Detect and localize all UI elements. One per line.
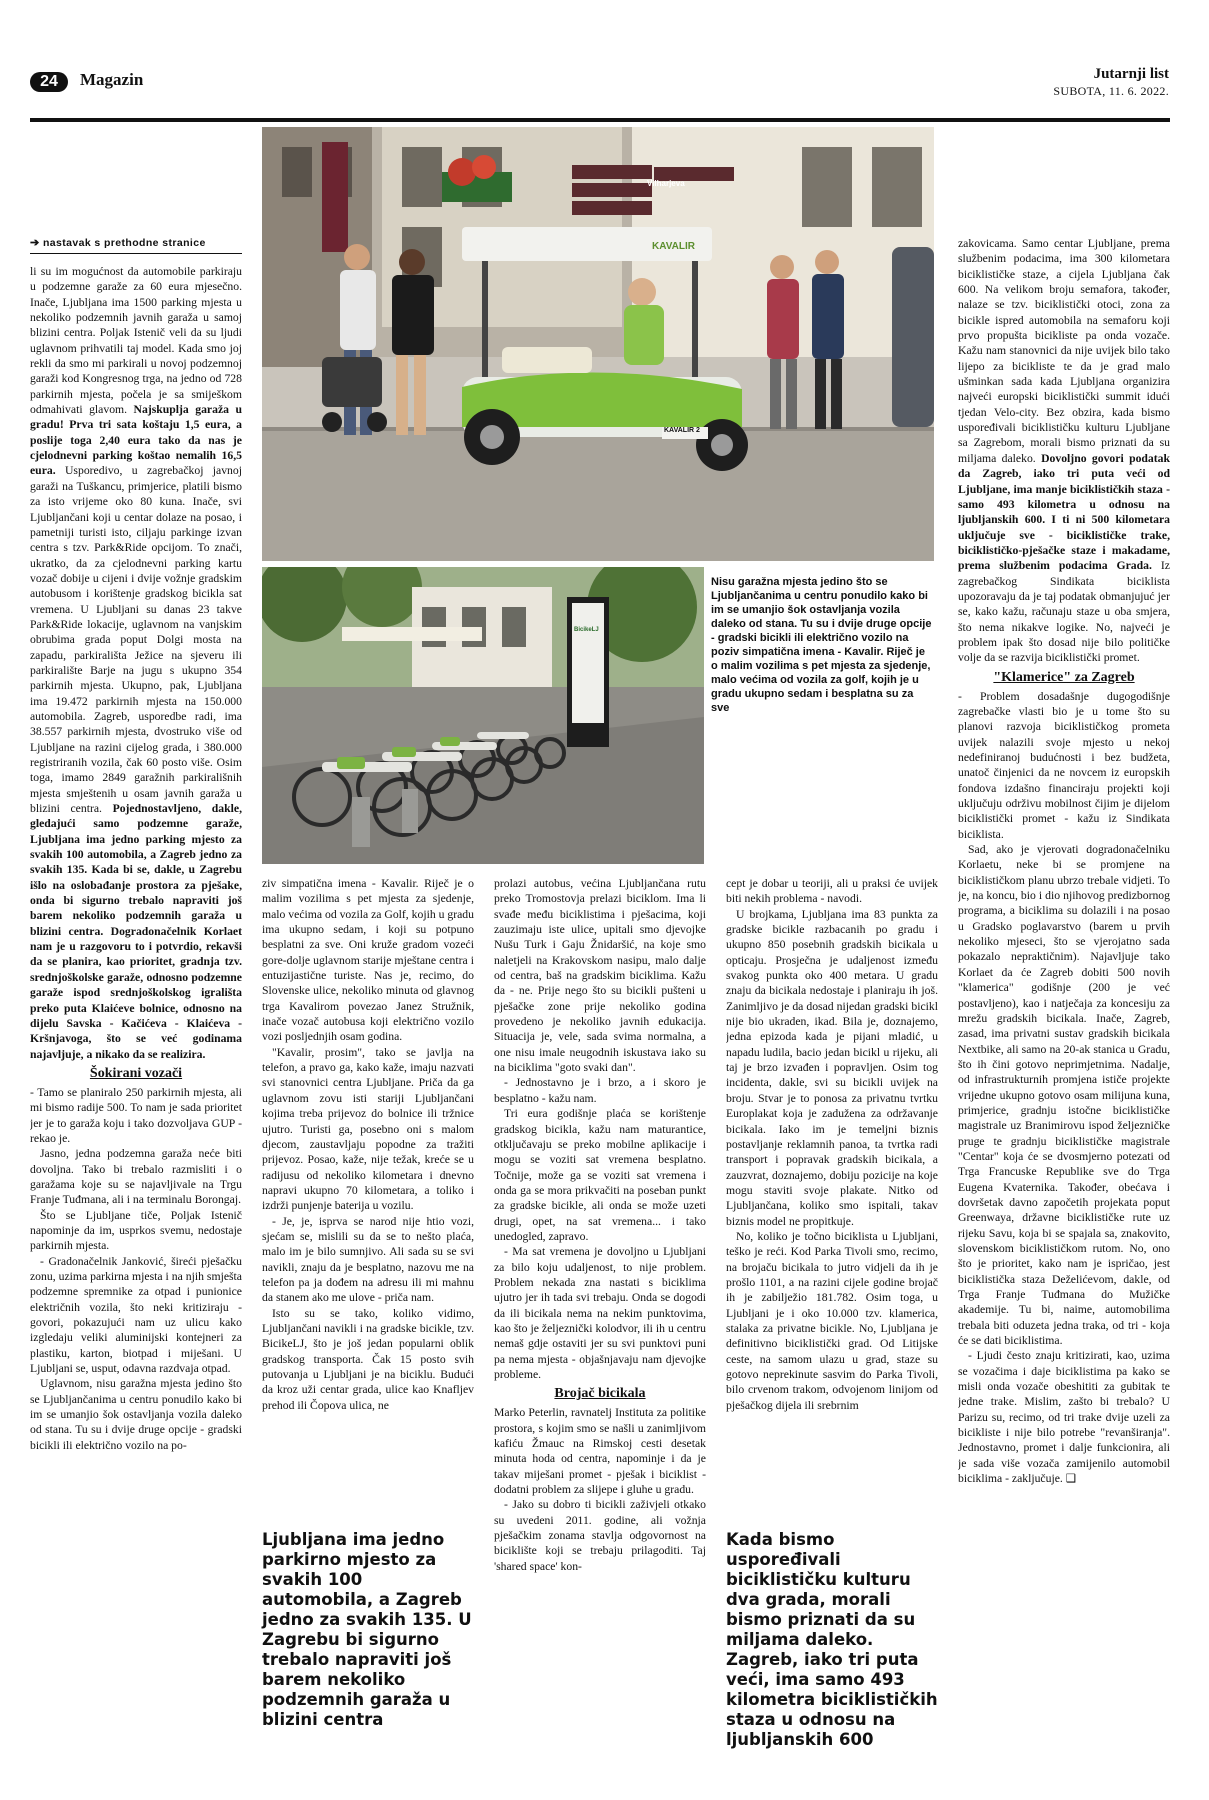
column-3 (494, 876, 706, 1771)
col4-para-2: U brojkama, Ljubljana ima 83 punkta za gradske bicikle razbacanih po gradu i ukupno 850 posebnih gradskih bicikala u opticaju. Prosječna je udaljenost između svakog punkta oko 400 metara. U gradu znaju da bicikala nedostaje i planiraju ih još. Zanimljivo je da dosad nijedan gradski bicikl nije bio ukraden, ikad. Bila je, doznajemo, jedna epizoda kada je pijani mladić, u napadu ludila, bacio jedan bicikl u rijeku, ali taj je brzo izvađen i popravljen. Osim tog incidenta, dakle, svi su bicikli uvijek na broju. Stvar je to ponosa za privatnu tvrtku Europlakat koja je zadužena za održavanje bicikala. Iako im je temeljni biznis postavljanje reklamnih panoa, ta tvrtka radi transport i popravak gradskih bicikala, a zauzvrat, doznajemo, dobiju pozicije na koje mogu staviti svoje plakate. Nitko od Ljubljančana, koliko smo ispitali, takav biznis model ne propitkuje. (726, 907, 938, 1228)
col3-para-4: - Ma sat vremena je dovoljno u Ljubljani za bilo koju udaljenost, to nije problem. Problem nekada zna nastati s biciklima ujutro jer ih tada svi trebaju. Onda se dogodi da ili bicikala nema na nekim punktovima, kao što je željeznički kolodvor, ili ih u centru nemaš gdje ostaviti jer su svi punktovi puni pa nema mjesta - objašnjavaju nam djevojke probleme. (494, 1245, 706, 1381)
col2-para-2: "Kavalir, prosim", tako se javlja na telefon, a pravo ga, kako kaže, imaju nazvati svi stanovnici centra Ljubljane. Priča da ga uglavnom zovu isti stariji Ljubljančani kojima treba prijevoz do bolnice ili tržnice ujutro. Turisti ga, posebno oni s malom djecom, zaustavljaju popodne za tražiti prijevoz. Posao, kaže, nije težak, kreće se u radijusu od nekoliko kilometara i dnevno napravi ukupno 70 kilometara, a toliko i izdrži punjenje baterija u vozilu. (262, 1045, 474, 1213)
col3-para-6: - Jako su dobro ti bicikli zaživjeli otkako su uvedeni 2011. godine, ali vožnja pješačkim zonama stavlja odgovornost na biciklište koji se trebaju prilagoditi. Taj 'shared space' kon- (494, 1498, 706, 1573)
pullquote-parking: Ljubljana ima jedno parkirno mjesto za svakih 100 automobila, a Zagreb jedno za svakih 135. U Zagrebu bi sigurno trebalo napraviti još barem nekoliko podzemnih garaža u blizini centra (262, 1530, 472, 1729)
section-title: Magazin (80, 70, 144, 89)
col3-para-2: - Jednostavno je i brzo, a i skoro je besplatno - kažu nam. (494, 1076, 706, 1105)
issue-date: SUBOTA, 11. 6. 2022. (1053, 84, 1169, 98)
col2-para-3: - Je, je, isprva se narod nije htio vozi, sjećam se, mislili su da se to nešto plaća, malo im je bilo sumnjivo. Ali sada su se svi navikli, znaju da je besplatno, nazovu me na telefon pa ja dođem na adresu ili mi mahnu da stanem ako me ulove - priča nam. (262, 1214, 474, 1305)
col2-para-1: ziv simpatična imena - Kavalir. Riječ je o malim vozilima s pet mjesta za sjedenje, malo većima od vozila za Golf, kojih u gradu ima ukupno sedam, i koji su potpuno besplatni za sve. Oni kruže gradom vozeći gore-dolje uglavnom starije mještane centra i entuzijastične turiste. Nas je, recimo, do Slovenske ulice, nekoliko minuta od glavnog trga Kavalirom povezao Janez Stružnik, inače vozač autobusa koji električno vozilo vozi posljednjih osam godina. (262, 877, 474, 1044)
col5-para-3: Sad, ako je vjerovati dogradonačelniku Korlaetu, neke bi se promjene na biciklističkom planu ubrzo trebale vidjeti. To je, na koncu, bio i dio njihovog predizbornog programa, a biciklima su dolazili i na posao u Gradsko poglavarstvo (barem u prvih nekoliko mjeseci, što se vjerojatno sada pokazalo nepraktičnim). Najavljuje tako Korlaet da će Zagreb dobiti 500 novih "klamerica" godišnje (200 je već postavljeno), kao i natječaja za koncesiju za mrežu gradskih bicikala. Inače, Zagreb, zasad, ima privatni sustav gradskih bicikala Nextbike, ali samo na 20-ak stanica u Gradu, što ih čini gotovo neprimjetnima. Nadalje, od infrastrukturnih promjena ističe projekte vrijedne ukupno gotovo osam milijuna kuna, primjerice, gradnju istočne biciklističke magistrale uz Branimirovu ispod željezničke pruge te gradnju biciklističke magistrale "Centar" koja će se dvosmjerno potezati od Trga Francuske Republike sve do Trga Eugena Kvaternika. Također, obećava i dovršetak davno započetih projekata poput Greenwaya, državne biciklističke rute uz rijeku Savu, koja bi se spajala sa, znakovito, slovenskom biciklističkom rutom. No, ono što je prioritet, kako nam je ispričao, jest biciklistička staza Deželićevom, dakle, od Trga Franje Tuđmana do Mužičke akademije. Tu bi, naime, automobilima trebala biti oduzeta jedna traka, od tri - koja će se dati biciklistima. (958, 843, 1170, 1348)
column-5 (958, 236, 1170, 1776)
col5-text-1: zakovicama. Samo centar Ljubljane, prema službenim podacima, ima 300 kilometara biciklističke staze, a cijela Ljubljana čak 600. Na velikom broju semafora, također, nalaze se tzv. biciklistički otoci, zona za bicikle ispred automobila na semaforu koji prvo propušta bicikliste pa onda vozače. Kažu nam stanovnici da nije uvijek bilo tako lijepo za bicikliste te da je grad malo ušminkan sada kada Ljubljana organizira najveći europski biciklistički summit idući tjedan Velo-city. Bez obzira, kada bismo uspoređivali biciklističku kulturu Ljubljane sa Zagrebom, morali bismo priznati da su miljama daleko. (958, 237, 1170, 465)
col5-para-4 (958, 1348, 1170, 1486)
col1-para-b2: Jasno, jedna podzemna garaža neće biti dovoljna. Tako bi trebalo razmisliti i o garažama koje su se najavljivale na Trgu Franje Tuđmana, ali i na terminalu Borongaj. (30, 1147, 242, 1207)
photo-bicikelj (262, 567, 704, 864)
newspaper-name: Jutarnji list (1093, 66, 1169, 82)
col1-para-b4: - Gradonačelnik Janković, šireći pješačku zonu, uzima parkirna mjesta i na njih smješta podzemne spremnike za otpad i punionice električnih vozila, što neki kritiziraju - govori, pokazujući nam uz ulicu kako izgledaju veliki aluminijski kontejneri za plastiku, karton, biotpad i miješani. U Ljubljani se, usput, odavna razdvaja otpad. (30, 1254, 242, 1376)
col1-para-b1: - Tamo se planiralo 250 parkirnih mjesta, ali mi bismo radije 500. To nam je sada prioritet jer je to garaža koju i tako dozvoljava GUP - rekao je. (30, 1085, 242, 1145)
photo-kavalir (262, 127, 934, 561)
pullquote-cycling: Kada bismo uspoređivali biciklističku kulturu dva grada, morali bismo priznati da su miljama daleko. Zagreb, iako tri puta veći, ima samo 493 kilometra biciklističkih staza u odnosu na ljubljanskih 600 (726, 1530, 938, 1749)
col3-para-5: Marko Peterlin, ravnatelj Instituta za politike prostora, s kojim smo se našli u zanimljivom kafiću Žmauc na Rimskoj cesti desetak minuta hoda od centra, napominje i da je takav miješani promet - pješak i biciklist - dodatni problem za slijepe i gluhe u gradu. (494, 1406, 706, 1497)
col3-para-3: Tri eura godišnje plaća se korištenje gradskog bicikla, kažu nam maturantice, otključavaju se preko mobilne aplikacije i mogu se voziti sat vremena besplatno. Točnije, može ga se voziti sat vremena i onda ga se mora prikvačiti na poseban punkt za gradske bicikle, ali onda se može uzeti drugi, opet, na sat vremena... i tako unedogled, zapravo. (494, 1107, 706, 1243)
col1-para-b5: Uglavnom, nisu garažna mjesta jedino što se Ljubljančanima u centru ponudilo kako bi im se umanjio šok ostavljanja vozila daleko od stana. Tu su i dvije druge opcije - gradski bicikli ili električno vozilo na po- (30, 1377, 242, 1452)
col3-para-1: prolazi autobus, većina Ljubljančana rutu preko Tromostovja prelazi biciklom. Ima li svađe među biciklistima i pješacima, koji zauzimaju iste ulice, upitali smo djevojke Nušu Turk i Gaju Žnidaršić, na koje smo naletjeli na Krakovskom nasipu, malo dalje od centra, baš na gradskim biciklima. Kažu da - ne. Prije nego što su bicikli pušteni u pješačke zone prije nekoliko godina provedeno je nekoliko javnih edukacija. Situacija je, vele, sada svima normalna, a one nisu imale neugodnih iskustava iako su na biciklima "goto svaki dan". (494, 877, 706, 1075)
col5-text-1b: Dovoljno govori podatak da Zagreb, iako tri puta veći od Ljubljane, ima manje biciklističkih staza - samo 493 kilometra u odnosu na ljubljanskih 600. I ti ni 500 kilometara uključuje sve - biciklističke trake, biciklističko-pješačke staze i makadame, prema službenim podacima Grada. (958, 451, 1170, 573)
col1-para-b3: Što se Ljubljane tiče, Poljak Istenič napominje da im, usprkos svemu, nedostaje parkirnih mjesta. (30, 1208, 242, 1253)
station-label: BicikeLJ (574, 627, 599, 633)
col1-text-a1d: Pojednostavljeno, dakle, gledajući samo podzemne garaže, Ljubljana ima jedno parking mjesto za svakih 100 automobila, a Zagreb jedno za svakih 135. Kada bi se, dakle, u Zagrebu išlo na oslobađanje prostora za pješake, onda bi sigurno trebalo napraviti još barem nekoliko podzemnih garaža u blizini centra. Dogradonačelnik Korlaet nam je u razgovoru to i potvrdio, rekavši da se planira, kao prioritet, gradnja tzv. srednjoškolske garaže, odnosno podzemne garaže ispod srednjoškolskog igrališta preko puta Klaićeve bolnice, odnosno na dijelu Savska - Kačićeva - Klaićeva - Kršnjavoga, što se već godinama najavljuje, a nikako da se realizira. (30, 802, 242, 1061)
col1-text-a1c: Usporedivo, u zagrebačkoj javnoj garaži na Tuškancu, primjerice, platili bismo za isto vrijeme oko 80 kuna. Inače, svi Ljubljančani koji u centar dolaze na posao, i pametniji turisti isto, ciljaju parkinge izvan centra s tzv. Park&Ride opcijom. To znači, ukratko, da za cjelodnevni parking kartu vozač dobije u cijeni i dvije vožnje gradskim autobusom i korištenje gradskog bicikla sat vremena. U Ljubljani su danas 23 takve Park&Ride lokacije, uglavnom na vanjskim obrubima grada poput Dolgi mosta na zapadu, parkirališta Ježice na sjeveru ili parkiralište Barje na jugu s ukupno 354 parkirnih mjesta. Ukupno, pak, Ljubljana ima 19.472 parkirnih mjesta na 150.000 automobila. Zagreb, usporedbe radi, ima 38.557 parkirnih mjesta, dvostruko više od Ljubljane na razini cijelog grada, i 380.000 registriranih vozila, čak 60 posto više. Osim toga, imamo 2849 garažnih parkirališnih mjesta smještenih u osam javnih garaža u blizini centra. (30, 464, 242, 816)
column-4 (726, 876, 938, 1526)
continued-text: nastavak s prethodne stranice (42, 237, 206, 249)
col4-para-1: cept je dobar u teoriji, ali u praksi će uvijek biti nekih problema - navodi. (726, 877, 938, 906)
arrow-right-icon: ➔ (30, 237, 40, 249)
end-mark-icon: ❑ (1065, 1472, 1077, 1486)
photo-caption: Nisu garažna mjesta jedino što se Ljubljančanima u centru ponudilo kako bi im se umanjio šok ostavljanja vozila daleko od stana. Tu su i dvije druge opcije - gradski bicikli ili električno vozilo na poziv simpatična imena - Kavalir. Riječ je o malim vozilima s pet mjesta za sjedenje, malo većima od vozila za golf, kojih je u gradu ukupno sedam i besplatna su za sve (711, 576, 932, 714)
continued-note (30, 236, 242, 254)
cart-brand-label: KAVALIR (652, 241, 695, 252)
cart-plate: KAVALIR 2 (664, 427, 700, 434)
column-2 (262, 876, 474, 1526)
header-rule (30, 118, 1170, 122)
col1-text-a1: li su im mogućnost da automobile parkiraju u podzemne garaže za 60 eura mjesečno. Inače, Ljubljana ima 1500 parking mjesta u nekoliko podzemnih javnih garaža u samoj blizini centra. Poljak Istenič veli da su ljudi uglavnom prihvatili taj model. Kada smo joj rekli da smo mi parkirali u novoj podzemnoj garaži kod Kongresnog trga, na jedno od 728 parkirnih mjesta, počela je sa smiješkom odmahivati glavom. (30, 265, 242, 417)
column-1 (30, 236, 242, 1774)
col5-para-2: - Problem dosadašnje dugogodišnje zagrebačke vlasti bio je u tome što su planovi razvoja biciklističkog prometa uvijek nalazili svoje mjesto u nekoj nedefiniranoj budućnosti i bez budžeta, unatoč činjenici da ne novcem iz europskih fondova izdašno financiraju projekti koji uključuju održivu mobilnost čijim je dijelom biciklistički promet - kažu iz Sindikata biciklista. (958, 689, 1170, 841)
col5-text-1c: Iz zagrebačkog Sindikata biciklista upozoravaju da je taj podatak obmanjujuć jer se, kako kažu, računaju staze u oba smjera, što nema nikakve logike. No, najveći je problem ipak što dosad nije bilo političke volje da se razvija biciklistički promet. (958, 559, 1170, 665)
col2-para-4: Isto su se tako, koliko vidimo, Ljubljančani navikli i na gradske bicikle, tzv. BicikeLJ, što je još jedan popularni oblik gradskog transporta. Čak 15 posto svih putovanja u Ljubljani je na biciklu. Budući da kroz uži centar grada, ulice kao Knafljev prehod ili Čopova ulica, ne (262, 1306, 474, 1412)
street-sign-text: Vilharjeva (647, 179, 685, 188)
page-number: 24 (30, 72, 68, 92)
col4-para-3: No, koliko je točno biciklista u Ljubljani, teško je reći. Kod Parka Tivoli smo, recimo, na brojaču bicikala to jutro vidjeli da ih je prošlo 1101, a na razini cijele godine brojač ih je zabilježio 181.782. Osim toga, u Ljubljani je i oko 10.000 tzv. klamerica, stalaka za privatne bicikle. No, Ljubljana je definitivno biciklistički grad. Od Litijske ceste, na samom ulazu u grad, staze su gotovo neprekinute sasvim do Parka Tivoli, bilo crvenom trakom, odvojenom linijom od pješačkog dijela ili srebrnim (726, 1229, 938, 1412)
col5-text-4: - Ljudi često znaju kritizirati, kao, uzima se vozačima i daje biciklistima pa kako se misli onda vozače obeshititi za gubitak te jedne trake. Mislim, zašto bi trebalo? U Parizu su, recimo, od tri trake dvije uzeli za bicikliste i nije bilo potrebe "revanširanja". Jednostavno, promet i dalje funkcionira, ali je sada više vozača zamijenilo automobil biciklima - zaključuje. (958, 1349, 1170, 1486)
subhead-klamerice: "Klamerice" za Zagreb (993, 669, 1135, 685)
subhead-brojac: Brojač bicikala (554, 1386, 646, 1402)
col1-text-a1b: Najskuplja garaža u gradu! Prva tri sata koštaju 1,5 eura, a poslije toga 2,40 eura tako da nas je cjelodnevni parking koštao nemalih 16,5 eura. (30, 403, 242, 478)
subhead-sokirani: Šokirani vozači (89, 1065, 183, 1081)
